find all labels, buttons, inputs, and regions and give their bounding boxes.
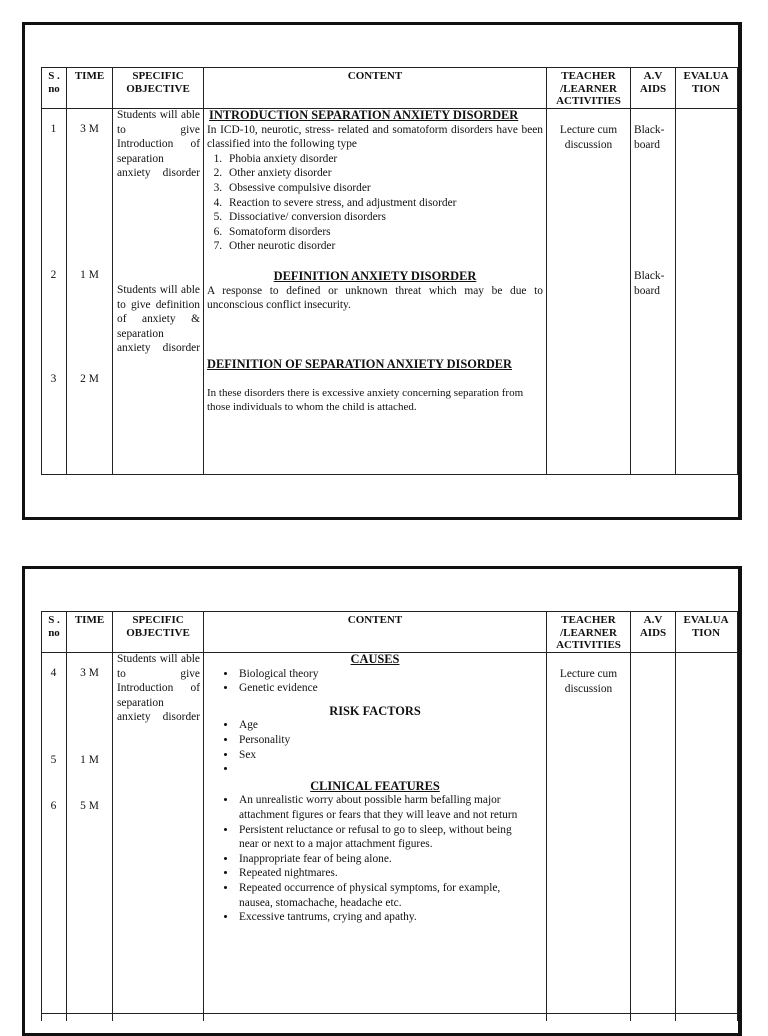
list-item: 1. Phobia anxiety disorder	[225, 152, 543, 167]
paragraph: In ICD-10, neurotic, stress- related and somatoform disorders have been classified into the following type	[207, 123, 543, 151]
list-item: 6. Somatoform disorders	[225, 225, 543, 240]
row-time: 1 M	[80, 269, 99, 281]
section-heading: CAUSES	[350, 652, 400, 666]
list-item: • Genetic evidence	[237, 681, 543, 696]
content-cell-3	[207, 357, 543, 415]
lesson-plan-table-2	[41, 611, 738, 1021]
list-item: 7. Other neurotic disorder	[225, 239, 543, 254]
section-heading: RISK FACTORS	[329, 703, 421, 718]
header-content: CONTENT	[347, 614, 403, 626]
row-time: 3 M	[80, 667, 99, 679]
list-item: • Inappropriate fear of being alone.	[237, 852, 533, 867]
list-item: • Persistent reluctance or refusal to go to sleep, without being near or next to a major attachment figures.	[237, 823, 533, 852]
header-av-aids: A.V AIDS	[639, 614, 667, 639]
list-item	[237, 762, 543, 777]
header-av-aids: A.V AIDS	[639, 70, 667, 95]
activity-text: Lecture cum discussion	[559, 668, 618, 695]
paragraph: A response to defined or unknown threat which may be due to unconscious conflict insecurity.	[207, 284, 543, 312]
header-activities: TEACHER /LEARNER ACTIVITIES	[556, 614, 621, 651]
document-page-1	[22, 22, 742, 520]
activity-text: Lecture cum discussion	[559, 124, 618, 151]
list-item: • Excessive tantrums, crying and apathy.	[237, 910, 533, 925]
list-item: • Sex	[237, 748, 543, 763]
row-sno: 1	[50, 123, 57, 135]
section-heading: DEFINITION ANXIETY DISORDER	[273, 269, 477, 283]
lesson-plan-table-1	[41, 67, 738, 475]
list-item: 2. Other anxiety disorder	[225, 166, 543, 181]
row-sno: 4	[50, 667, 57, 679]
document-page-2	[22, 566, 742, 1036]
row-time: 3 M	[80, 123, 99, 135]
list-item: 5. Dissociative/ conversion disorders	[225, 210, 543, 225]
row-time: 2 M	[80, 373, 99, 385]
objective-text: Students will able to give Introduction of separation anxiety disorder	[117, 653, 200, 724]
row-time: 5 M	[80, 800, 99, 812]
av-aid-text: Black-board	[634, 270, 665, 297]
row-sno: 3	[50, 373, 57, 385]
list-item: • Repeated occurrence of physical symptoms, for example, nausea, stomachache, headache etc.	[237, 881, 533, 910]
content-cell-causes	[207, 652, 543, 925]
header-time: TIME	[74, 70, 105, 82]
section-heading: CLINICAL FEATURES	[310, 778, 440, 793]
row-sno: 6	[50, 800, 57, 812]
disorder-type-list	[207, 152, 543, 254]
header-content: CONTENT	[347, 70, 403, 82]
row-sno: 5	[50, 754, 57, 766]
clinical-features-list	[207, 793, 543, 924]
av-aid-text: Black-board	[634, 124, 665, 151]
row-time: 1 M	[80, 754, 99, 766]
header-evaluation: EVALUA TION	[683, 614, 729, 639]
list-item: • Biological theory	[237, 667, 543, 682]
risk-factors-list	[207, 718, 543, 776]
content-cell-1	[207, 108, 543, 254]
section-heading: DEFINITION OF SEPARATION ANXIETY DISORDER	[207, 357, 512, 371]
list-item: • An unrealistic worry about possible harm befalling major attachment figures or fears that they will leave and not return	[237, 793, 533, 822]
row-sno: 2	[50, 269, 57, 281]
objective-text: Students will able to give Introduction of separation anxiety disorder	[117, 109, 200, 180]
header-activities: TEACHER /LEARNER ACTIVITIES	[556, 70, 621, 107]
section-heading: INTRODUCTION SEPARATION ANXIETY DISORDER	[209, 108, 519, 122]
header-evaluation: EVALUA TION	[683, 70, 729, 95]
header-objective: SPECIFIC OBJECTIVE	[126, 70, 190, 95]
content-cell-2	[207, 269, 543, 313]
paragraph: In these disorders there is excessive anxiety concerning separation from those individuals to whom the child is attached.	[207, 386, 524, 414]
causes-list	[207, 667, 543, 696]
list-item: 4. Reaction to severe stress, and adjustment disorder	[225, 196, 543, 211]
header-sno: S . no	[48, 70, 60, 95]
list-item: • Personality	[237, 733, 543, 748]
list-item: • Repeated nightmares.	[237, 866, 533, 881]
objective-text: Students will able to give definition of anxiety & separation anxiety disorder	[117, 284, 200, 355]
header-sno: S . no	[48, 614, 60, 639]
header-objective: SPECIFIC OBJECTIVE	[126, 614, 190, 639]
header-time: TIME	[74, 614, 105, 626]
list-item: 3. Obsessive compulsive disorder	[225, 181, 543, 196]
list-item: • Age	[237, 718, 543, 733]
